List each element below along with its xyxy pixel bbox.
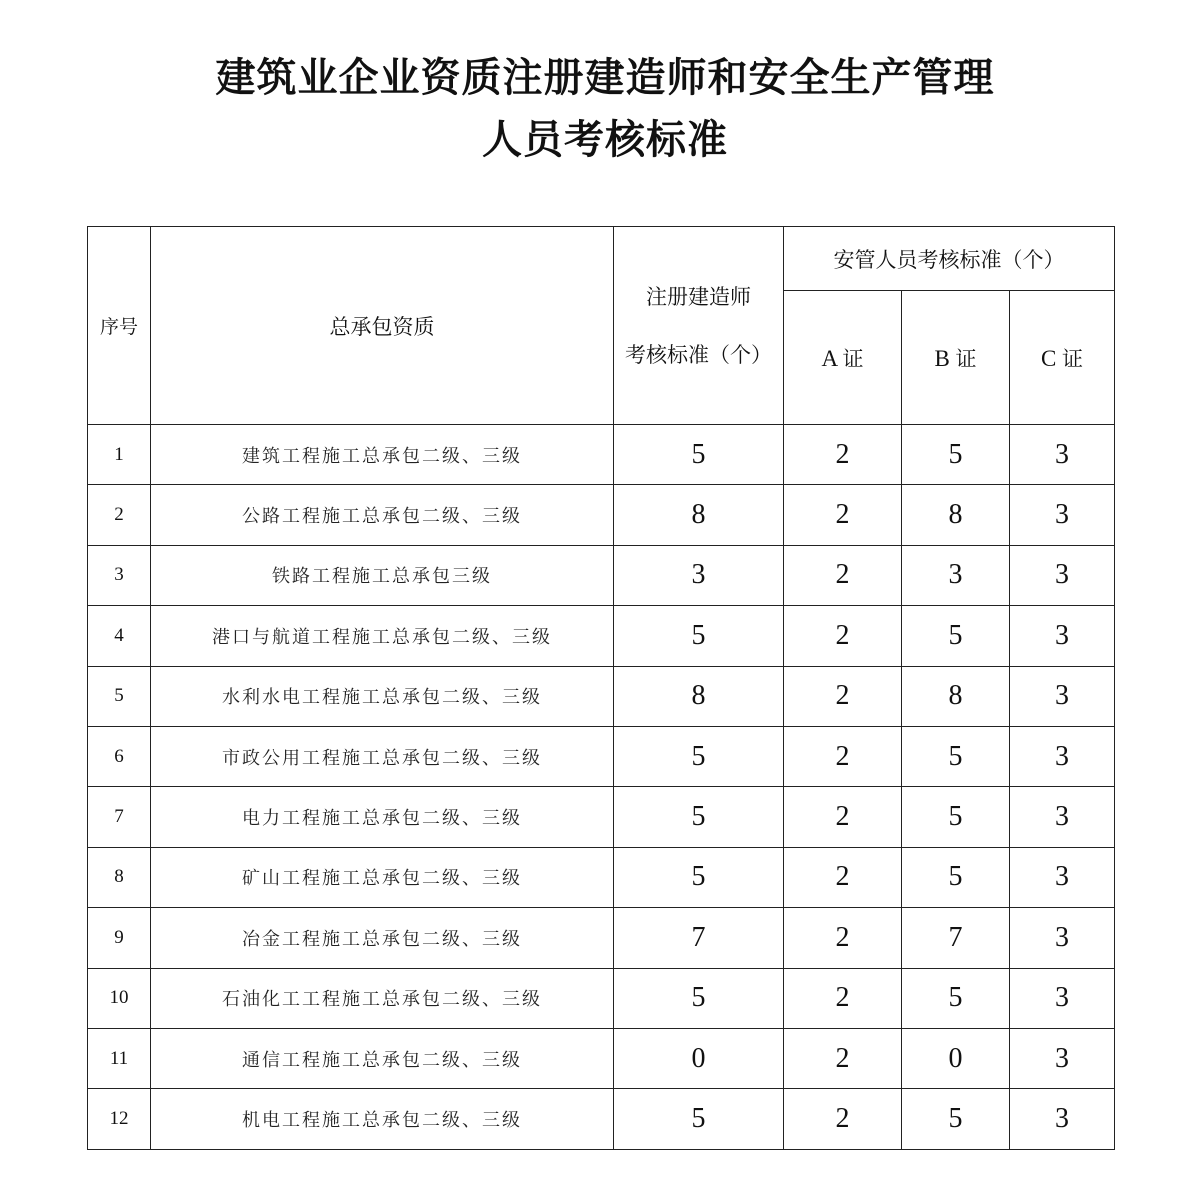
row-cert-b-count: 5	[902, 425, 1010, 485]
table-row	[88, 485, 1115, 545]
row-qualification: 机电工程施工总承包二级、三级	[151, 1089, 614, 1149]
row-cert-a-count: 2	[784, 847, 902, 907]
row-qualification: 水利水电工程施工总承包二级、三级	[151, 666, 614, 726]
row-cert-a-count: 2	[784, 545, 902, 605]
row-qualification: 冶金工程施工总承包二级、三级	[151, 908, 614, 968]
row-qualification: 石油化工工程施工总承包二级、三级	[151, 968, 614, 1028]
row-cert-c-count: 3	[1010, 1089, 1115, 1149]
row-cert-b-count: 7	[902, 908, 1010, 968]
header-cert-b	[902, 291, 1010, 425]
row-cert-c-count: 3	[1010, 485, 1115, 545]
header-cert-a-letter: A	[821, 345, 837, 371]
row-cert-c-count: 3	[1010, 787, 1115, 847]
table-row	[88, 1028, 1115, 1088]
row-cert-a-count: 2	[784, 606, 902, 666]
row-builder-count: 5	[614, 1089, 784, 1149]
row-cert-c-count: 3	[1010, 606, 1115, 666]
row-builder-count: 8	[614, 666, 784, 726]
row-index: 8	[88, 847, 151, 907]
row-cert-b-count: 5	[902, 847, 1010, 907]
table-row	[88, 787, 1115, 847]
header-builder-line-2: 考核标准（个）	[625, 342, 772, 367]
table-row	[88, 425, 1115, 485]
header-builder-line-1: 注册建造师	[646, 284, 751, 309]
header-cert-c-suffix: 证	[1062, 346, 1084, 371]
table-row	[88, 606, 1115, 666]
row-cert-b-count: 5	[902, 1089, 1010, 1149]
row-cert-a-count: 2	[784, 1089, 902, 1149]
row-builder-count: 0	[614, 1028, 784, 1088]
row-cert-c-count: 3	[1010, 545, 1115, 605]
row-cert-a-count: 2	[784, 425, 902, 485]
row-qualification: 港口与航道工程施工总承包二级、三级	[151, 606, 614, 666]
row-qualification: 电力工程施工总承包二级、三级	[151, 787, 614, 847]
row-cert-b-count: 5	[902, 968, 1010, 1028]
row-cert-c-count: 3	[1010, 908, 1115, 968]
row-cert-c-count: 3	[1010, 666, 1115, 726]
row-builder-count: 7	[614, 908, 784, 968]
row-cert-b-count: 0	[902, 1028, 1010, 1088]
row-cert-b-count: 5	[902, 787, 1010, 847]
header-qualification: 总承包资质	[151, 227, 614, 425]
row-cert-c-count: 3	[1010, 726, 1115, 786]
table-row	[88, 545, 1115, 605]
header-cert-a	[784, 291, 902, 425]
row-cert-c-count: 3	[1010, 847, 1115, 907]
table-row	[88, 726, 1115, 786]
row-qualification: 通信工程施工总承包二级、三级	[151, 1028, 614, 1088]
row-cert-c-count: 3	[1010, 425, 1115, 485]
table-header-row-1	[88, 227, 1115, 291]
row-builder-count: 5	[614, 425, 784, 485]
row-cert-c-count: 3	[1010, 968, 1115, 1028]
row-cert-c-count: 3	[1010, 1028, 1115, 1088]
header-safety-group: 安管人员考核标准（个）	[784, 227, 1115, 291]
row-builder-count: 8	[614, 485, 784, 545]
row-index: 9	[88, 908, 151, 968]
row-index: 3	[88, 545, 151, 605]
row-builder-count: 3	[614, 545, 784, 605]
row-qualification: 建筑工程施工总承包二级、三级	[151, 425, 614, 485]
table-row	[88, 908, 1115, 968]
row-cert-a-count: 2	[784, 726, 902, 786]
table-row	[88, 666, 1115, 726]
row-index: 10	[88, 968, 151, 1028]
row-qualification: 铁路工程施工总承包三级	[151, 545, 614, 605]
row-index: 1	[88, 425, 151, 485]
document-title-line-1: 建筑业企业资质注册建造师和安全生产管理	[215, 55, 995, 101]
row-cert-a-count: 2	[784, 787, 902, 847]
header-index: 序号	[88, 227, 151, 425]
header-cert-a-suffix: 证	[842, 346, 864, 371]
row-qualification: 市政公用工程施工总承包二级、三级	[151, 726, 614, 786]
header-builder-standard	[614, 227, 784, 425]
row-cert-a-count: 2	[784, 485, 902, 545]
row-builder-count: 5	[614, 787, 784, 847]
row-cert-b-count: 8	[902, 666, 1010, 726]
row-cert-b-count: 3	[902, 545, 1010, 605]
row-index: 5	[88, 666, 151, 726]
table-row	[88, 847, 1115, 907]
row-qualification: 矿山工程施工总承包二级、三级	[151, 847, 614, 907]
row-index: 7	[88, 787, 151, 847]
header-cert-b-suffix: 证	[955, 346, 977, 371]
assessment-standard-table	[87, 226, 1115, 1150]
row-builder-count: 5	[614, 968, 784, 1028]
table-row	[88, 968, 1115, 1028]
row-index: 12	[88, 1089, 151, 1149]
row-cert-b-count: 8	[902, 485, 1010, 545]
document-title-line-2: 人员考核标准	[482, 117, 728, 163]
row-cert-a-count: 2	[784, 968, 902, 1028]
row-index: 4	[88, 606, 151, 666]
table-row	[88, 1089, 1115, 1149]
row-cert-a-count: 2	[784, 666, 902, 726]
row-qualification: 公路工程施工总承包二级、三级	[151, 485, 614, 545]
row-builder-count: 5	[614, 726, 784, 786]
row-index: 6	[88, 726, 151, 786]
row-cert-a-count: 2	[784, 908, 902, 968]
header-cert-c-letter: C	[1040, 345, 1057, 371]
row-cert-b-count: 5	[902, 726, 1010, 786]
row-index: 2	[88, 485, 151, 545]
row-builder-count: 5	[614, 847, 784, 907]
row-cert-b-count: 5	[902, 606, 1010, 666]
row-builder-count: 5	[614, 606, 784, 666]
header-cert-b-letter: B	[934, 345, 950, 371]
row-cert-a-count: 2	[784, 1028, 902, 1088]
row-index: 11	[88, 1028, 151, 1088]
header-cert-c	[1010, 291, 1115, 425]
